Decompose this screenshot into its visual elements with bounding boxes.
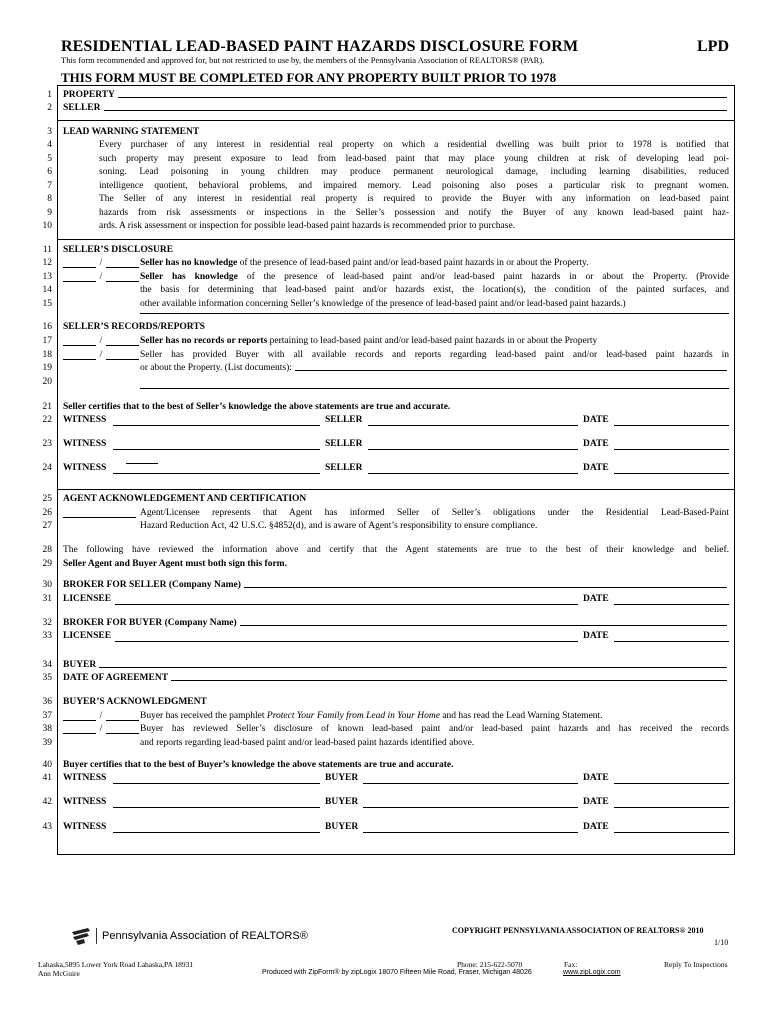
lead-warning-line: The Seller of any interest in residential real property is required to provide the Buyer with any information on lead-based paint <box>99 194 729 204</box>
buyer-initial-field[interactable] <box>63 711 96 721</box>
line-number: 27 <box>42 521 52 531</box>
review-requirement: Seller Agent and Buyer Agent must both sign this form. <box>63 559 287 569</box>
witness-signature-field[interactable] <box>113 473 320 474</box>
line-number: 2 <box>47 103 52 113</box>
line-number: 34 <box>42 660 52 670</box>
lead-warning-heading: LEAD WARNING STATEMENT <box>63 127 200 137</box>
line-number: 42 <box>42 797 52 807</box>
initials-reviewed[interactable] <box>63 724 139 734</box>
buyer-signature-label: BUYER <box>325 773 359 783</box>
seller-initial-field[interactable] <box>63 336 96 346</box>
lead-warning-line: intelligence quotient, behavioral problems, and impaired memory. Lead poisoning also poses a particular risk to pregnant women. <box>99 181 729 191</box>
zipform-credit: Produced with ZipForm® by zipLogix 18070 Fifteen Mile Road, Fraser, Michigan 48026 <box>262 969 532 976</box>
property-field[interactable] <box>118 97 727 98</box>
line-number: 1 <box>47 90 52 100</box>
lead-warning-line: Every purchaser of any interest in residential real property on which a residential dwelling was built prior to 1978 is notified that <box>99 140 729 150</box>
line-number: 11 <box>42 245 52 255</box>
line-number: 32 <box>42 618 52 628</box>
seller-label: SELLER <box>63 103 101 113</box>
agent-text-line: Agent/Licensee represents that Agent has informed Seller of Seller’s obligations under the Residential Lead-Based-Paint <box>140 508 729 518</box>
seller-field[interactable] <box>104 110 728 111</box>
review-text: The following have reviewed the information above and certify that the Agent statements are true to the best of their knowledge and belief. <box>63 545 729 555</box>
reviewed-text: Buyer has reviewed Seller’s disclosure of known lead-based paint and/or lead-based paint hazards and has received the records <box>140 724 729 734</box>
reviewed-text-line: and reports regarding lead-based paint and/or lead-based paint hazards identified above. <box>140 738 475 748</box>
line-number: 20 <box>42 377 52 387</box>
witness-label: WITNESS <box>63 773 107 783</box>
line-number: 33 <box>42 631 52 641</box>
seller-initial-field[interactable] <box>63 350 96 360</box>
buyer-label: BUYER <box>63 660 97 670</box>
broker-seller-row <box>63 580 729 590</box>
date-label: DATE <box>583 797 609 807</box>
fax: Fax: <box>564 960 578 969</box>
line-number: 31 <box>42 594 52 604</box>
date-field[interactable] <box>614 641 729 642</box>
initials-no-knowledge[interactable] <box>63 258 139 268</box>
broker-seller-label: BROKER FOR SELLER (Company Name) <box>63 580 241 590</box>
line-number: 28 <box>42 545 52 555</box>
form-subtitle: This form recommended and approved for, but not restricted to use by, the members of the Pennsylvania Association of REALTORS® (PAR). <box>61 55 545 65</box>
agent-name: Ann McGuire <box>38 969 80 978</box>
documents-label: or about the Property. (List documents): <box>140 363 292 373</box>
line-number: 9 <box>47 208 52 218</box>
seller-signature-label: SELLER <box>325 463 363 473</box>
date-label: DATE <box>583 415 609 425</box>
slash: / <box>99 711 103 721</box>
line-number: 3 <box>47 127 52 137</box>
par-logo <box>70 926 308 946</box>
buyer-signature-label: BUYER <box>325 797 359 807</box>
seller-signature-label: SELLER <box>325 415 363 425</box>
initials-no-records[interactable] <box>63 336 139 346</box>
line-number: 6 <box>47 167 52 177</box>
witness-signature-field[interactable] <box>113 832 320 833</box>
buyer-signature-field[interactable] <box>363 783 578 784</box>
initials-pamphlet[interactable] <box>63 711 139 721</box>
form-version: 1/10 <box>714 938 729 947</box>
witness-label: WITNESS <box>63 797 107 807</box>
par-logo-text: Pennsylvania Association of REALTORS® <box>96 928 308 944</box>
broker-buyer-row <box>63 618 729 628</box>
line-number: 23 <box>42 439 52 449</box>
seller-signature-field[interactable] <box>368 473 578 474</box>
witness-signature-field[interactable] <box>113 449 320 450</box>
line-number: 8 <box>47 194 52 204</box>
slash: / <box>99 724 103 734</box>
line-number: 7 <box>47 181 52 191</box>
sellers-disclosure-heading: SELLER’S DISCLOSURE <box>63 245 174 255</box>
line-number: 16 <box>42 322 52 332</box>
line-number: 30 <box>42 580 52 590</box>
witness-signature-field[interactable] <box>113 783 320 784</box>
knowledge-text: of the presence of lead-based paint and/or lead-based paint hazards in or about the Property. (Provide <box>237 272 729 282</box>
section-divider <box>57 120 735 121</box>
line-number: 22 <box>42 415 52 425</box>
phone: Phone: 215-622-5070 <box>457 960 523 969</box>
seller-initial-field[interactable] <box>63 272 96 282</box>
pamphlet-text: Buyer has received the pamphlet <box>140 711 267 721</box>
initials-provided-records[interactable] <box>63 350 139 360</box>
no-records-label: Seller has no records or reports <box>140 336 268 346</box>
buyer-row <box>63 660 729 670</box>
section-divider <box>57 239 735 240</box>
date-label: DATE <box>583 439 609 449</box>
line-number: 36 <box>42 697 52 707</box>
buyer-signature-field[interactable] <box>363 807 578 808</box>
knowledge-text-line: the basis for determining that lead-based paint and/or hazards exist, the location(s), the condition of the painted surfaces, and <box>140 285 729 295</box>
seller-certification: Seller certifies that to the best of Seller’s knowledge the above statements are true and accurate. <box>63 402 451 412</box>
property-label: PROPERTY <box>63 90 115 100</box>
property-row <box>63 90 729 100</box>
date-label: DATE <box>583 594 609 604</box>
form-requirement-banner: THIS FORM MUST BE COMPLETED FOR ANY PROPERTY BUILT PRIOR TO 1978 <box>61 70 557 85</box>
line-number: 12 <box>42 258 52 268</box>
date-field[interactable] <box>614 807 729 808</box>
licensee-label: LICENSEE <box>63 594 112 604</box>
date-field[interactable] <box>614 449 729 450</box>
section-divider <box>57 489 735 490</box>
no-knowledge-label: Seller has no knowledge <box>140 258 238 268</box>
line-number: 19 <box>42 363 52 373</box>
witness-label: WITNESS <box>63 439 107 449</box>
documents-field[interactable] <box>295 370 727 371</box>
licensee-field[interactable] <box>115 641 578 642</box>
witness-label: WITNESS <box>63 463 107 473</box>
lead-warning-line: such property may present exposure to lead from lead-based paint that may place young children at risk of developing lead poi- <box>99 154 729 164</box>
agent-text-line: Hazard Reduction Act, 42 U.S.C. §4852(d), and is aware of Agent’s responsibility to ensure compliance. <box>140 521 538 531</box>
copyright: COPYRIGHT PENNSYLVANIA ASSOCIATION OF REALTORS® 2010 <box>452 926 704 935</box>
line-number: 25 <box>42 494 52 504</box>
buyer-field[interactable] <box>99 667 727 668</box>
line-number: 43 <box>42 822 52 832</box>
date-field[interactable] <box>614 783 729 784</box>
no-knowledge-text: of the presence of lead-based paint and/or lead-based paint hazards in or about the Property. <box>237 258 589 268</box>
line-number: 38 <box>42 724 52 734</box>
slash: / <box>99 272 103 282</box>
line-number: 26 <box>42 508 52 518</box>
seller-initial-field[interactable] <box>106 350 139 360</box>
seller-initial-field[interactable] <box>106 272 139 282</box>
no-records-option <box>140 336 597 346</box>
agent-initial-field[interactable] <box>63 517 136 518</box>
no-records-text: pertaining to lead-based paint and/or lead-based paint hazards in or about the Property <box>267 336 598 346</box>
line-number: 14 <box>42 285 52 295</box>
seller-signature-field[interactable] <box>368 449 578 450</box>
line-number: 40 <box>42 760 52 770</box>
line-number: 41 <box>42 773 52 783</box>
knowledge-text-line: other available information concerning Seller’s knowledge of the presence of lead-based paint and/or lead-based paint hazards.) <box>140 299 626 309</box>
seller-initial-field[interactable] <box>63 258 96 268</box>
provided-records-text: Seller has provided Buyer with all available records and reports regarding lead-based paint and/or lead-based paint hazards in <box>140 350 729 360</box>
documents-field-2[interactable] <box>140 388 729 389</box>
slash: / <box>99 336 103 346</box>
line-number: 24 <box>42 463 52 473</box>
buyer-signature-field[interactable] <box>363 832 578 833</box>
reply-to: Reply To Inspections <box>664 960 728 969</box>
date-field[interactable] <box>614 832 729 833</box>
sellers-records-heading: SELLER’S RECORDS/REPORTS <box>63 322 205 332</box>
line-number: 10 <box>42 221 52 231</box>
witness-signature-field[interactable] <box>113 807 320 808</box>
agreement-date-field[interactable] <box>171 680 727 681</box>
date-field[interactable] <box>614 604 729 605</box>
broker-buyer-field[interactable] <box>240 625 727 626</box>
date-label: DATE <box>583 631 609 641</box>
agreement-date-label: DATE OF AGREEMENT <box>63 673 169 683</box>
knowledge-label: Seller has knowledge <box>140 272 238 282</box>
seller-initial-field[interactable] <box>106 336 139 346</box>
initials-knowledge[interactable] <box>63 272 139 282</box>
form-title: RESIDENTIAL LEAD-BASED PAINT HAZARDS DISCLOSURE FORM <box>61 38 579 55</box>
buyers-ack-heading: BUYER’S ACKNOWLEDGMENT <box>63 697 207 707</box>
date-field[interactable] <box>614 473 729 474</box>
ziplogix-link[interactable]: www.zipLogix.com <box>563 969 621 976</box>
knowledge-details-field[interactable] <box>140 313 729 314</box>
line-number: 13 <box>42 272 52 282</box>
seller-signature-label: SELLER <box>325 439 363 449</box>
pamphlet-text-end: and has read the Lead Warning Statement. <box>439 711 603 721</box>
short-mark-line <box>126 463 158 464</box>
line-number: 29 <box>42 559 52 569</box>
line-number: 17 <box>42 336 52 346</box>
office-address: Lahaska,5895 Lower York Road Lahaska,PA 18931 <box>38 960 194 969</box>
lead-warning-line: ards. A risk assessment or inspection for possible lead-based paint hazards is recommended prior to purchase. <box>99 221 516 231</box>
lead-warning-line: soning. Lead poisoning in young children may produce permanent neurological damage, including learning disabilities, reduced <box>99 167 729 177</box>
lead-warning-line: hazards from risk assessments or inspections in the Seller’s possession and notify the Buyer of any known lead-based paint haz- <box>99 208 729 218</box>
buyer-certification: Buyer certifies that to the best of Buyer’s knowledge the above statements are true and accurate. <box>63 760 454 770</box>
agreement-date-row <box>63 673 729 683</box>
seller-signature-field[interactable] <box>368 425 578 426</box>
witness-label: WITNESS <box>63 822 107 832</box>
par-logo-icon <box>70 926 92 946</box>
documents-row <box>140 363 729 373</box>
broker-seller-field[interactable] <box>244 587 727 588</box>
licensee-field[interactable] <box>115 604 578 605</box>
licensee-label: LICENSEE <box>63 631 112 641</box>
slash: / <box>99 258 103 268</box>
no-knowledge-option <box>140 258 589 268</box>
buyer-signature-label: BUYER <box>325 822 359 832</box>
line-number: 35 <box>42 673 52 683</box>
date-label: DATE <box>583 822 609 832</box>
form-code: LPD <box>697 38 729 55</box>
line-number: 39 <box>42 738 52 748</box>
line-number: 4 <box>47 140 52 150</box>
buyer-initial-field[interactable] <box>106 711 139 721</box>
slash: / <box>99 350 103 360</box>
pamphlet-option <box>140 711 603 721</box>
date-field[interactable] <box>614 425 729 426</box>
line-number: 37 <box>42 711 52 721</box>
date-label: DATE <box>583 463 609 473</box>
seller-row <box>63 103 729 113</box>
witness-label: WITNESS <box>63 415 107 425</box>
pamphlet-title: Protect Your Family from Lead in Your Home <box>266 711 440 721</box>
date-label: DATE <box>583 773 609 783</box>
seller-initial-field[interactable] <box>106 258 139 268</box>
line-number: 18 <box>42 350 52 360</box>
line-number: 21 <box>42 402 52 412</box>
line-number: 5 <box>47 154 52 164</box>
witness-signature-field[interactable] <box>113 425 320 426</box>
broker-buyer-label: BROKER FOR BUYER (Company Name) <box>63 618 237 628</box>
buyer-initial-field[interactable] <box>106 724 139 734</box>
agent-heading: AGENT ACKNOWLEDGEMENT AND CERTIFICATION <box>63 494 307 504</box>
knowledge-option <box>140 272 729 282</box>
line-number: 15 <box>42 299 52 309</box>
buyer-initial-field[interactable] <box>63 724 96 734</box>
